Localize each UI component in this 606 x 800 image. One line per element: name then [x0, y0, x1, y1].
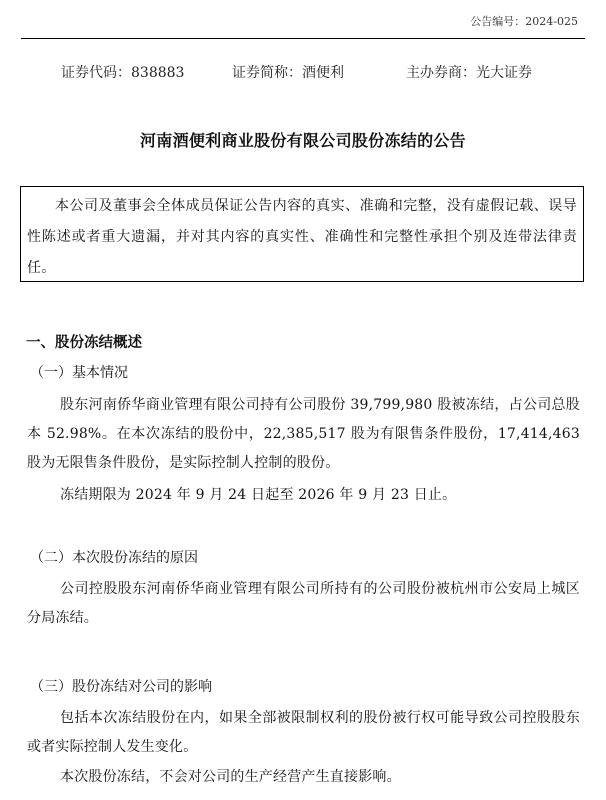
- subsection-heading-freeze-impact: （三）股份冻结对公司的影响: [30, 679, 212, 695]
- security-code: 证券代码：838883: [61, 65, 185, 81]
- operations-impact-paragraph: 本次股份冻结，不会对公司的生产经营产生直接影响。: [60, 769, 401, 785]
- header-divider: [21, 38, 585, 39]
- board-statement-box: [20, 186, 584, 282]
- freeze-period-paragraph: 冻结期限为 2024 年 9 月 24 日起至 2026 年 9 月 23 日止。: [60, 487, 457, 503]
- freeze-impact-paragraph: 包括本次冻结股份在内，如果全部被限制权利的股份被行权可能导致公司控股股东或者实际控制人发生变化。: [27, 710, 580, 755]
- subsection-heading-freeze-reason: （二）本次股份冻结的原因: [30, 550, 198, 566]
- board-statement-text: 本公司及董事会全体成员保证公告内容的真实、准确和完整，没有虚假记载、误导性陈述或者重大遗漏，并对其内容的真实性、准确性和完整性承担个别及连带法律责任。: [27, 198, 577, 276]
- security-abbreviation: 证券简称：酒便利: [232, 65, 344, 81]
- subsection-heading-basic-info: （一）基本情况: [30, 365, 128, 381]
- announcement-number: 公告编号：2024-025: [470, 15, 578, 28]
- basic-info-paragraph: 股东河南侨华商业管理有限公司持有公司股份 39,799,980 股被冻结，占公司总股本 52.98%。在本次冻结的股份中，22,385,517 股为有限售条件股份，17,414,463 股为无限售条件股份，是实际控制人控制的股份。: [27, 397, 580, 471]
- section-heading-freeze-overview: 一、股份冻结概述: [26, 334, 142, 351]
- freeze-reason-paragraph: 公司控股股东河南侨华商业管理有限公司所持有的公司股份被杭州市公安局上城区分局冻结。: [27, 581, 580, 626]
- announcement-title: 河南酒便利商业股份有限公司股份冻结的公告: [139, 131, 466, 150]
- sponsor-broker: 主办券商：光大证券: [406, 65, 532, 81]
